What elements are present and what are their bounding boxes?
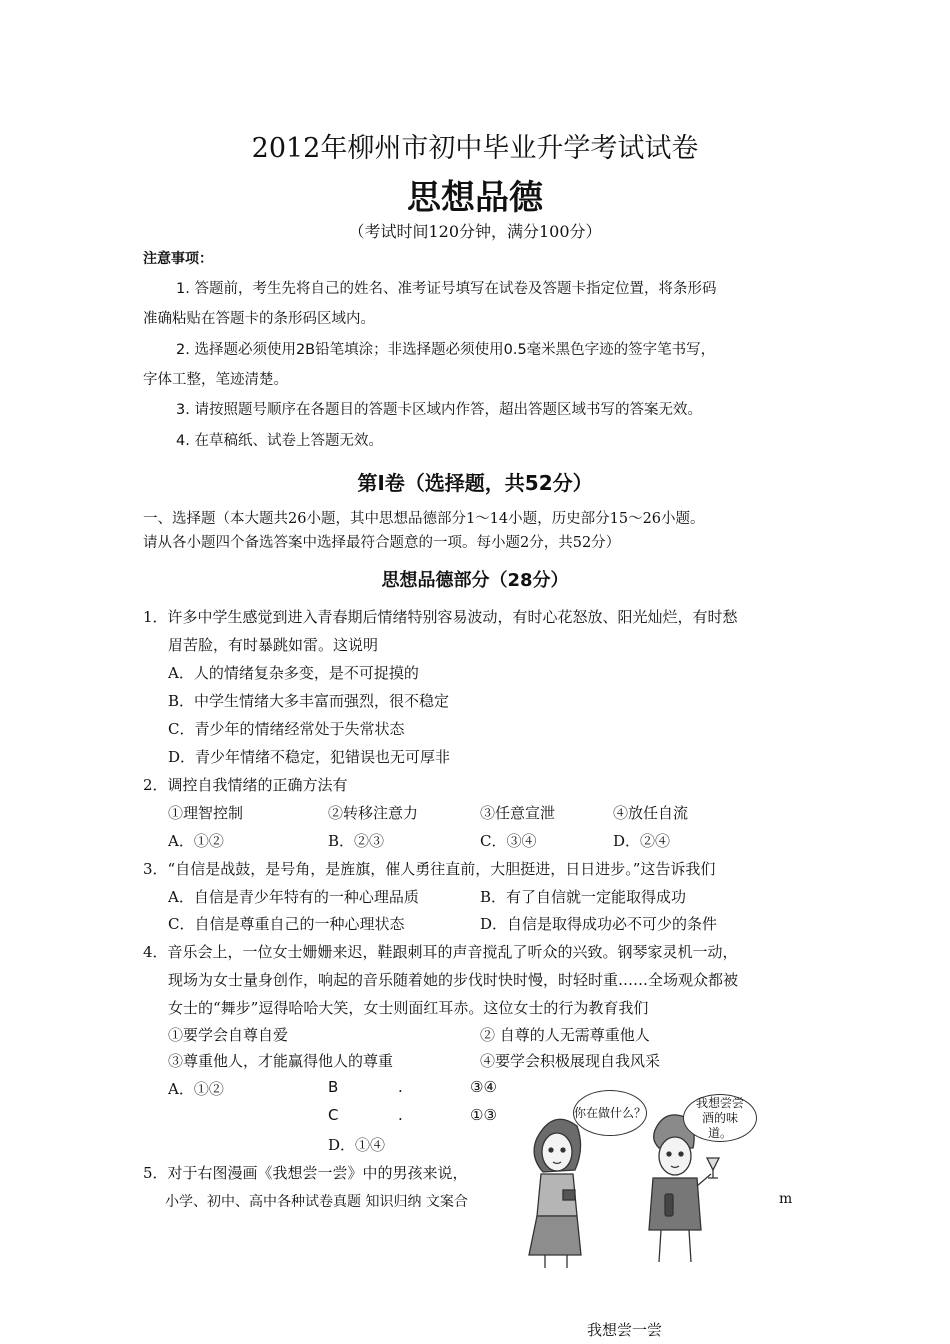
subject-title: 思想品德 [407,178,543,218]
q4-item-4: ④要学会积极展现自我风采 [480,1052,661,1070]
q1-option-d: D．青少年情绪不稳定，犯错误也无可厚非 [168,748,451,766]
part1-heading: 第Ⅰ卷（选择题，共52分） [357,471,593,495]
note-line-6: 4. 在草稿纸、试卷上答题无效。 [176,433,383,449]
part1-intro-1: 一、选择题（本大题共26小题，其中思想品德部分1～14小题，历史部分15～26小题。 [143,511,705,527]
q4-option-b-dot: . [398,1078,403,1096]
q4-item-3: ③尊重他人，才能赢得他人的尊重 [168,1052,394,1070]
note-line-3: 2. 选择题必须使用2B铅笔填涂；非选择题必须使用0.5毫米黑色字迹的签字笔书写， [176,342,716,358]
q4-option-c-letter: C [328,1106,339,1124]
q4-option-d: D．①④ [328,1136,386,1154]
q3-option-a: A．自信是青少年特有的一种心理品质 [168,888,419,906]
q2-stem: 2．调控自我情绪的正确方法有 [143,776,348,794]
q2-item-2: ②转移注意力 [328,804,419,822]
exam-info: （考试时间120分钟，满分100分） [348,222,602,241]
note-line-5: 3. 请按照题号顺序在各题目的答题卡区域内作答，超出答题区域书写的答案无效。 [176,402,702,418]
q4-option-c-value: ①③ [470,1106,497,1124]
q3-option-b: B．有了自信就一定能取得成功 [480,888,687,906]
q3-option-c: C．自信是尊重自己的一种心理状态 [168,915,405,933]
q2-option-c: C．③④ [480,832,537,850]
q4-item-2: ② 自尊的人无需尊重他人 [480,1026,650,1044]
q4-item-1: ①要学会自尊自爱 [168,1026,289,1044]
q4-stem-3: 女士的“舞步”逗得哈哈大笑，女士则面红耳赤。这位女士的行为教育我们 [168,999,649,1017]
footer-watermark-tail: m [779,1191,793,1207]
q5-stem: 5．对于右图漫画《我想尝一尝》中的男孩来说， [143,1164,468,1182]
boy-speech-bubble [683,1094,757,1142]
footer-watermark-text: 小学、初中、高中各种试卷真题 知识归纳 文案合 [165,1194,468,1210]
cartoon-caption: 我想尝一尝 [587,1321,663,1339]
notes-heading: 注意事项： [143,251,213,267]
note-line-4: 字体工整，笔迹清楚。 [143,372,288,388]
part1-intro-2: 请从各小题四个备选答案中选择最符合题意的一项。每小题2分，共52分） [143,535,621,551]
q1-option-a: A．人的情绪复杂多变，是不可捉摸的 [168,664,419,682]
q1-option-b: B．中学生情绪大多丰富而强烈，很不稳定 [168,692,450,710]
q2-item-1: ①理智控制 [168,804,244,822]
q4-option-a: A．①② [168,1080,224,1098]
girl-speech-bubble [573,1090,647,1136]
q2-item-4: ④放任自流 [613,804,689,822]
part1-subheading: 思想品德部分（28分） [381,570,569,591]
cartoon-illustration [515,1090,785,1340]
q1-stem-2: 眉苦脸，有时暴跳如雷。这说明 [168,636,379,654]
note-line-1: 1. 答题前，考生先将自己的姓名、准考证号填写在试卷及答题卡指定位置，将条形码 [176,281,717,297]
q4-option-c-dot: . [398,1106,403,1124]
q1-option-c: C．青少年的情绪经常处于失常状态 [168,720,405,738]
q2-item-3: ③任意宣泄 [480,804,556,822]
q3-option-d: D．自信是取得成功必不可少的条件 [480,915,718,933]
q2-option-a: A．①② [168,832,224,850]
q1-stem-1: 1．许多中学生感觉到进入青春期后情绪特别容易波动，有时心花怒放、阳光灿烂，有时愁 [143,608,738,626]
q4-option-b-letter: B [328,1078,339,1096]
girl-figure [529,1119,581,1268]
girl-speech-text: 你在做什么？ [574,1105,647,1120]
q4-stem-1: 4．音乐会上，一位女士姗姗来迟，鞋跟刺耳的声音搅乱了听众的兴致。钢琴家灵机一动， [143,943,738,961]
boy-speech-text: 我想尝尝酒的味道。 [695,1095,744,1140]
exam-title: 2012年柳州市初中毕业升学考试试卷 [251,133,699,164]
q4-option-b-value: ③④ [470,1078,497,1096]
q3-stem: 3．“自信是战鼓，是号角，是旌旗，催人勇往直前，大胆挺进，日日进步。”这告诉我们 [143,860,716,878]
q4-stem-2: 现场为女士量身创作，响起的音乐随着她的步伐时快时慢，时轻时重……全场观众都被 [168,971,739,989]
q2-option-d: D．②④ [613,832,671,850]
q2-option-b: B．②③ [328,832,385,850]
note-line-2: 准确粘贴在答题卡的条形码区域内。 [143,311,375,327]
